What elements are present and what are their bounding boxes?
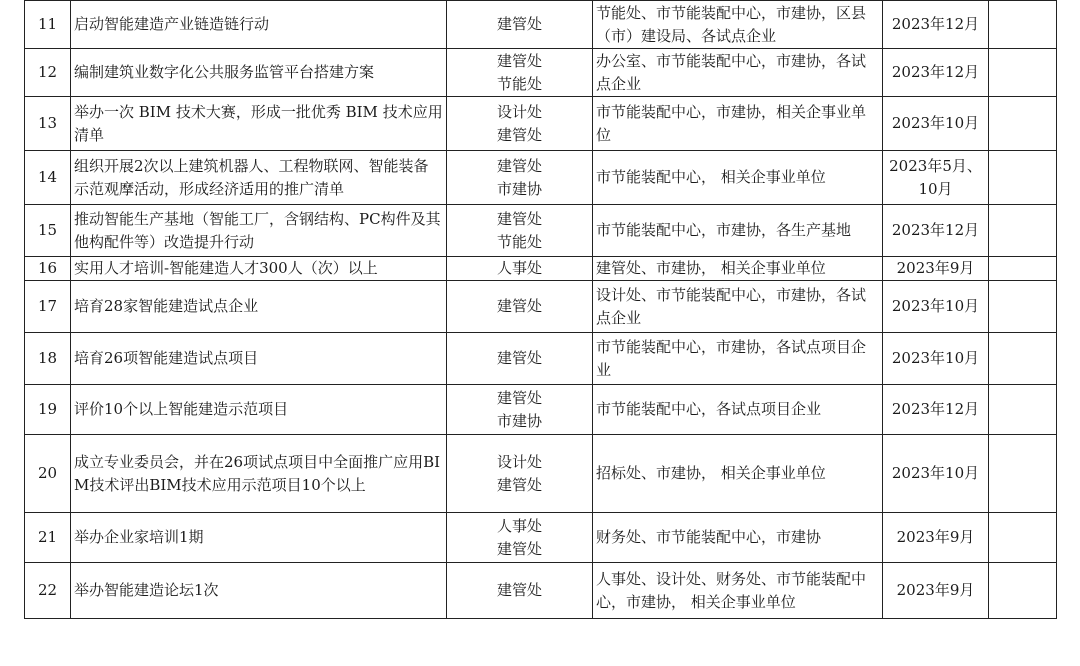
- table-row: [25, 205, 1057, 257]
- lead-unit-text: 建管处: [496, 539, 542, 558]
- row-number: [25, 49, 71, 97]
- task-cell: [71, 97, 447, 151]
- lead-unit-text: 建管处: [496, 581, 542, 599]
- cooperating-unit-text: 市节能装配中心，市建协，各生产基地: [596, 221, 852, 239]
- row-number-text: 21: [37, 528, 58, 546]
- lead-unit-cell: [447, 435, 593, 513]
- row-number-text: 12: [37, 63, 58, 81]
- cooperating-unit-cell: [593, 281, 883, 333]
- lead-unit-text: 市建协: [496, 411, 542, 430]
- task-text: 举办企业家培训1期: [74, 528, 204, 546]
- lead-unit-text: 建管处: [496, 475, 542, 494]
- table-row: [25, 49, 1057, 97]
- lead-unit-text: 人事处: [496, 516, 542, 535]
- task-table: [24, 0, 1057, 619]
- row-number-text: 20: [37, 464, 58, 482]
- cooperating-unit-cell: [593, 257, 883, 281]
- task-text: 评价10个以上智能建造示范项目: [74, 400, 289, 418]
- cooperating-unit-cell: [593, 333, 883, 385]
- deadline-text: 2023年9月: [896, 581, 975, 599]
- deadline-cell: [883, 385, 989, 435]
- table-row: [25, 333, 1057, 385]
- row-number-text: 17: [37, 297, 58, 315]
- deadline-cell: [883, 257, 989, 281]
- task-cell: [71, 563, 447, 619]
- lead-unit-cell: [447, 97, 593, 151]
- lead-unit-cell: [447, 257, 593, 281]
- deadline-text: 2023年10月: [891, 349, 980, 367]
- cooperating-unit-cell: [593, 435, 883, 513]
- task-cell: [71, 257, 447, 281]
- task-text: 举办一次 BIM 技术大赛，形成一批优秀 BIM 技术应用清单: [74, 102, 443, 144]
- remark-cell: [989, 281, 1057, 333]
- lead-unit-cell: [447, 513, 593, 563]
- lead-unit-cell: [447, 333, 593, 385]
- table-row: [25, 151, 1057, 205]
- task-cell: [71, 1, 447, 49]
- cooperating-unit-text: 市节能装配中心，市建协，相关企事业单位: [596, 102, 867, 144]
- task-cell: [71, 151, 447, 205]
- lead-unit-text: 建管处: [496, 388, 542, 407]
- table-row: [25, 563, 1057, 619]
- lead-unit-text: 建管处: [496, 297, 542, 315]
- row-number: [25, 1, 71, 49]
- lead-unit-text: 建管处: [496, 51, 542, 70]
- task-cell: [71, 385, 447, 435]
- lead-unit-text: 建管处: [496, 349, 542, 367]
- lead-unit-text: 节能处: [496, 232, 542, 251]
- row-number-text: 22: [37, 581, 58, 599]
- row-number: [25, 385, 71, 435]
- table-row: [25, 513, 1057, 563]
- task-text: 成立专业委员会，并在26项试点项目中全面推广应用BIM技术评出BIM技术应用示范项目10个以上: [74, 452, 441, 494]
- deadline-cell: [883, 333, 989, 385]
- deadline-text: 2023年5月、10月: [889, 156, 982, 198]
- lead-unit-text: 市建协: [496, 179, 542, 198]
- deadline-cell: [883, 435, 989, 513]
- cooperating-unit-text: 招标处、市建协， 相关企事业单位: [596, 464, 826, 482]
- deadline-cell: [883, 151, 989, 205]
- table-row: [25, 385, 1057, 435]
- deadline-text: 2023年10月: [891, 464, 980, 482]
- cooperating-unit-cell: [593, 1, 883, 49]
- deadline-cell: [883, 563, 989, 619]
- deadline-text: 2023年10月: [891, 297, 980, 315]
- deadline-cell: [883, 49, 989, 97]
- task-text: 举办智能建造论坛1次: [74, 581, 219, 599]
- cooperating-unit-text: 人事处、设计处、财务处、市节能装配中心，市建协， 相关企事业单位: [596, 569, 867, 611]
- cooperating-unit-text: 建管处、市建协， 相关企事业单位: [596, 259, 826, 277]
- deadline-text: 2023年9月: [896, 528, 975, 546]
- remark-cell: [989, 1, 1057, 49]
- task-text: 培育28家智能建造试点企业: [74, 297, 259, 315]
- lead-unit-text: 设计处: [496, 102, 542, 121]
- deadline-text: 2023年12月: [891, 63, 980, 81]
- deadline-cell: [883, 1, 989, 49]
- row-number: [25, 563, 71, 619]
- row-number: [25, 281, 71, 333]
- table-row: [25, 1, 1057, 49]
- cooperating-unit-text: 市节能装配中心，市建协，各试点项目企业: [596, 337, 867, 379]
- deadline-text: 2023年9月: [896, 259, 975, 277]
- deadline-text: 2023年10月: [891, 114, 980, 132]
- cooperating-unit-cell: [593, 563, 883, 619]
- lead-unit-text: 人事处: [496, 259, 542, 277]
- cooperating-unit-text: 办公室、市节能装配中心，市建协，各试点企业: [596, 51, 867, 93]
- task-cell: [71, 435, 447, 513]
- task-cell: [71, 49, 447, 97]
- table-row: [25, 281, 1057, 333]
- remark-cell: [989, 49, 1057, 97]
- row-number-text: 16: [37, 259, 58, 277]
- row-number: [25, 151, 71, 205]
- lead-unit-text: 建管处: [496, 156, 542, 175]
- remark-cell: [989, 257, 1057, 281]
- task-text: 培育26项智能建造试点项目: [74, 349, 259, 367]
- row-number-text: 11: [37, 15, 58, 33]
- deadline-cell: [883, 97, 989, 151]
- deadline-text: 2023年12月: [891, 15, 980, 33]
- row-number: [25, 257, 71, 281]
- row-number: [25, 435, 71, 513]
- remark-cell: [989, 435, 1057, 513]
- remark-cell: [989, 563, 1057, 619]
- lead-unit-text: 建管处: [496, 15, 542, 33]
- deadline-text: 2023年12月: [891, 400, 980, 418]
- task-text: 编制建筑业数字化公共服务监管平台搭建方案: [74, 63, 375, 81]
- cooperating-unit-cell: [593, 49, 883, 97]
- task-cell: [71, 281, 447, 333]
- row-number-text: 13: [37, 114, 58, 132]
- remark-cell: [989, 97, 1057, 151]
- deadline-cell: [883, 281, 989, 333]
- task-text: 推动智能生产基地（智能工厂，含钢结构、PC构件及其他构配件等）改造提升行动: [74, 209, 441, 251]
- lead-unit-cell: [447, 49, 593, 97]
- cooperating-unit-cell: [593, 513, 883, 563]
- task-text: 启动智能建造产业链造链行动: [74, 15, 270, 33]
- lead-unit-text: 设计处: [496, 452, 542, 471]
- remark-cell: [989, 333, 1057, 385]
- table-row: [25, 257, 1057, 281]
- table-row: [25, 97, 1057, 151]
- row-number-text: 14: [37, 168, 58, 186]
- table-body: [25, 1, 1057, 619]
- lead-unit-text: 节能处: [496, 74, 542, 93]
- lead-unit-text: 建管处: [496, 125, 542, 144]
- task-text: 组织开展2次以上建筑机器人、工程物联网、智能装备示范观摩活动，形成经济适用的推广清单: [74, 156, 429, 198]
- remark-cell: [989, 205, 1057, 257]
- cooperating-unit-text: 市节能装配中心，各试点项目企业: [596, 400, 822, 418]
- row-number-text: 15: [37, 221, 58, 239]
- cooperating-unit-text: 节能处、市节能装配中心，市建协，区县（市）建设局、各试点企业: [596, 3, 867, 45]
- task-cell: [71, 513, 447, 563]
- task-text: 实用人才培训-智能建造人才300人（次）以上: [74, 259, 378, 277]
- lead-unit-cell: [447, 151, 593, 205]
- lead-unit-cell: [447, 281, 593, 333]
- cooperating-unit-text: 市节能装配中心， 相关企事业单位: [596, 168, 826, 186]
- cooperating-unit-cell: [593, 205, 883, 257]
- cooperating-unit-text: 财务处、市节能装配中心，市建协: [596, 528, 822, 546]
- lead-unit-cell: [447, 385, 593, 435]
- row-number: [25, 513, 71, 563]
- task-cell: [71, 205, 447, 257]
- lead-unit-cell: [447, 563, 593, 619]
- remark-cell: [989, 151, 1057, 205]
- deadline-text: 2023年12月: [891, 221, 980, 239]
- lead-unit-cell: [447, 205, 593, 257]
- table-row: [25, 435, 1057, 513]
- remark-cell: [989, 385, 1057, 435]
- cooperating-unit-cell: [593, 97, 883, 151]
- cooperating-unit-cell: [593, 151, 883, 205]
- row-number: [25, 333, 71, 385]
- deadline-cell: [883, 205, 989, 257]
- task-cell: [71, 333, 447, 385]
- cooperating-unit-text: 设计处、市节能装配中心，市建协，各试点企业: [596, 285, 867, 327]
- row-number-text: 18: [37, 349, 58, 367]
- deadline-cell: [883, 513, 989, 563]
- remark-cell: [989, 513, 1057, 563]
- row-number: [25, 205, 71, 257]
- row-number-text: 19: [37, 400, 58, 418]
- lead-unit-text: 建管处: [496, 209, 542, 228]
- row-number: [25, 97, 71, 151]
- lead-unit-cell: [447, 1, 593, 49]
- cooperating-unit-cell: [593, 385, 883, 435]
